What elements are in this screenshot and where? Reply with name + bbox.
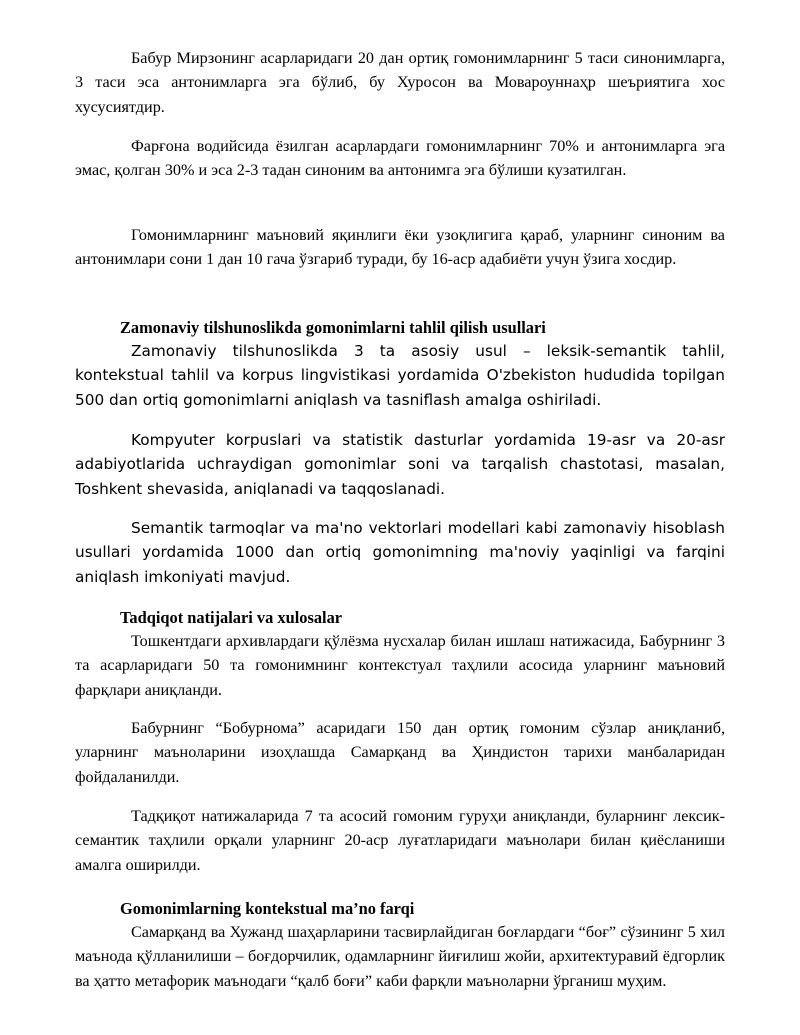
section-heading-results: Tadqiqot natijalari va xulosalar xyxy=(120,608,343,627)
paragraph-three-methods xyxy=(75,339,725,412)
paragraph-semantic-networks xyxy=(75,516,725,589)
paragraph-text: Semantik tarmoqlar va ma'no vektorlari modellari kabi zamonaviy hisoblash usullari yordamida 1000 dan ortiq gomonimning ma'noviy yaqinligi va farqini aniqlash imkoniyati mavjud. xyxy=(75,519,725,586)
paragraph-text: Бабур Мирзонинг асарларидаги 20 дан ортиқ гомонимларнинг 5 таси синонимларга, 3 таси эса антонимларга эга бўлиб, бу Хуросон ва Мовароуннаҳр шеъриятига хос хусусиятдир. xyxy=(75,49,725,116)
paragraph-text: Бабурнинг “Бобурнома” асаридаги 150 дан ортиқ гомоним сўзлар аниқланиб, уларнинг маъноларини изоҳлашда Самарқанд ва Ҳиндистон тарихи манбаларидан фойдаланилди. xyxy=(75,719,725,786)
paragraph-text: Самарқанд ва Хужанд шаҳарларини тасвирлайдиган боғлардаги “боғ” сўзининг 5 хил маънода қўлланилиши – боғдорчилик, одамларнинг йиғилиш жойи, архитектуравий ёдгорлик ва ҳатто метафорик маънодаги “қалб боғи” каби фарқли маъноларни ўрганиш муҳим. xyxy=(75,923,725,990)
paragraph-text: Kompyuter korpuslari va statistik dasturlar yordamida 19-asr va 20-asr adabiyotlarida uchraydigan gomonimlar soni va tarqalish chastotasi, masalan, Toshkent shevasida, aniqlanadi va taqqoslanadi. xyxy=(75,431,725,498)
paragraph-text: Гомонимларнинг маъновий яқинлиги ёки узоқлигига қараб, уларнинг синоним ва антонимлари сони 1 дан 10 гача ўзгариб туради, бу 16-аср адабиёти учун ўзига хосдир. xyxy=(75,226,725,269)
section-heading-contextual-meaning: Gomonimlarning kontekstual ma’no farqi xyxy=(120,899,415,918)
paragraph-tashkent-archives xyxy=(75,629,725,702)
paragraph-text: Фарғона водийсида ёзилган асарлардаги гомонимларнинг 70% и антонимларга эга эмас, қолган 30% и эса 2-3 тадан синоним ва антонимга эга бўлиши кузатилган. xyxy=(75,137,725,180)
paragraph-text: Zamonaviy tilshunoslikda 3 ta asosiy usul – leksik-semantik tahlil, kontekstual tahlil va korpus lingvistikasi yordamida O'zbekiston hududida topilgan 500 dan ortiq gomonimlarni aniqlash va tasniflash amalga oshiriladi. xyxy=(75,342,725,409)
paragraph-fergana-valley xyxy=(75,134,725,183)
paragraph-semantic-proximity xyxy=(75,223,725,272)
paragraph-computer-corpora xyxy=(75,428,725,501)
paragraph-text: Тошкентдаги архивлардаги қўлёзма нусхалар билан ишлаш натижасида, Бабурнинг 3 та асарларидаги 50 та гомонимнинг контекстуал таҳлили асосида уларнинг маъновий фарқлари аниқланди. xyxy=(75,632,725,699)
paragraph-garden-word xyxy=(75,920,725,993)
paragraph-baburnoma xyxy=(75,716,725,789)
paragraph-text: Тадқиқот натижаларида 7 та асосий гомоним гуруҳи аниқланди, буларнинг лексик-семантик таҳлили орқали уларнинг 20-аср луғатларидаги маънолари билан қиёсланиши амалга оширилди. xyxy=(75,807,725,874)
section-heading-modern-methods: Zamonaviy tilshunoslikda gomonimlarni tahlil qilish usullari xyxy=(120,318,546,337)
paragraph-seven-groups xyxy=(75,804,725,877)
paragraph-babur-homonyms-synonyms xyxy=(75,46,725,119)
